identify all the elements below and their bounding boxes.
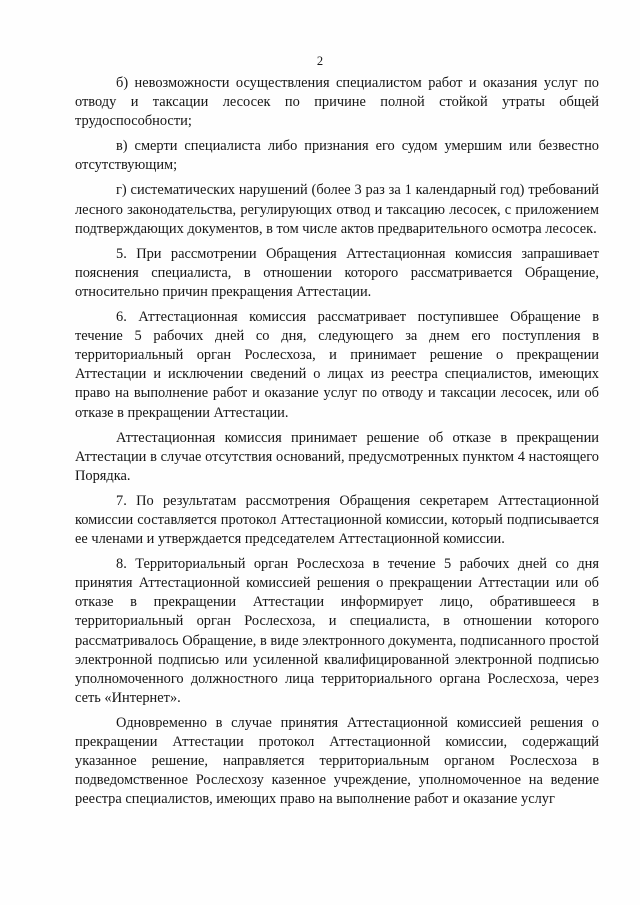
paragraph-6-refusal: Аттестационная комиссия принимает решение об отказе в прекращении Аттестации в случае отсутствия оснований, предусмотренных пунктом 4 настоящего Порядка. [75,429,599,484]
paragraph-6: 6. Аттестационная комиссия рассматривает поступившее Обращение в течение 5 рабочих дней со дня, следующего за днем его поступления в территориальный орган Рослесхоза, и принимает решение о прекращении Аттестации и исключении сведений о лицах из реестра специалистов, имеющих право на выполнение работ и оказание услуг по отводу и таксации лесосек, или об отказе в прекращении Аттестации. [75,309,599,421]
paragraph-b: б) невозможности осуществления специалистом работ и оказания услуг по отводу и таксации лесосек по причине полной стойкой утраты общей трудоспособности; [75,75,599,130]
page-number: 2 [316,54,324,68]
paragraph-8: 8. Территориальный орган Рослесхоза в течение 5 рабочих дней со дня принятия Аттестационной комиссией решения о прекращении Аттестации или об отказе в прекращении Аттестации информирует лицо, обратившееся в территориальный орган Рослесхоза, и специалиста, в отношении которого рассматривалось Обращение, в виде электронного документа, подписанного простой электронной подписью или усиленной квалифицированной электронной подписью уполномоченного должностного лица территориального органа Рослесхоза, через сеть «Интернет». [75,556,599,706]
paragraph-8-protocol: Одновременно в случае принятия Аттестационной комиссией решения о прекращении Аттестации протокол Аттестационной комиссии, содержащий указанное решение, направляется территориальным органом Рослесхоза в подведомственное Рослесхозу казенное учреждение, уполномоченное на ведение реестра специалистов, имеющих право на выполнение работ и оказание услуг [75,714,599,808]
paragraph-v: в) смерти специалиста либо признания его судом умершим или безвестно отсутствующим; [75,138,599,174]
paragraph-5: 5. При рассмотрении Обращения Аттестационная комиссия запрашивает пояснения специалиста, в отношении которого рассматривается Обращение, относительно причин прекращения Аттестации. [75,245,599,300]
document-body [75,74,599,815]
paragraph-g: г) систематических нарушений (более 3 раз за 1 календарный год) требований лесного законодательства, регулирующих отвод и таксацию лесосек, с приложением подтверждающих документов, в том числе актов предварительного осмотра лесосек. [75,182,599,237]
paragraph-7: 7. По результатам рассмотрения Обращения секретарем Аттестационной комиссии составляется протокол Аттестационной комиссии, который подписывается ее членами и утверждается председателем Аттестационной комиссии. [75,492,599,548]
